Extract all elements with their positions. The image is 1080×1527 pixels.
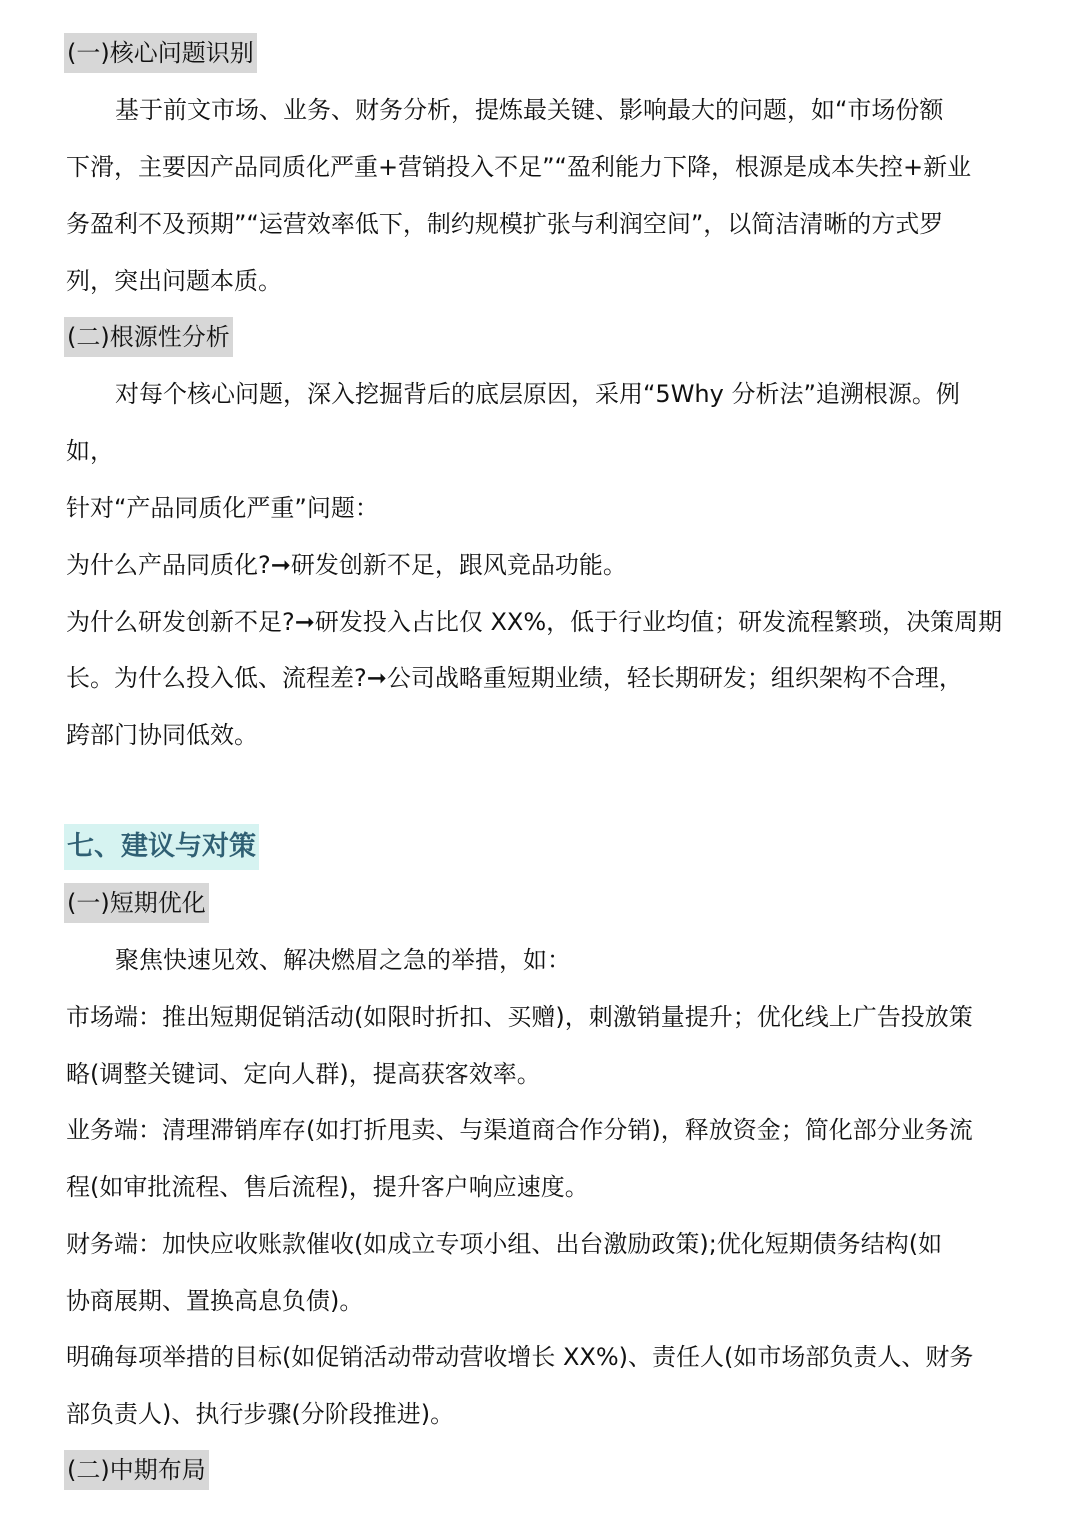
paragraph-line: 聚焦快速见效、解决燃眉之急的举措，如： xyxy=(115,946,571,974)
paragraph-line: 长。为什么投入低、流程差?➞公司战略重短期业绩，轻长期研发；组织架构不合理， xyxy=(66,664,963,692)
paragraph-line: 业务端：清理滞销库存(如打折甩卖、与渠道商合作分销)，释放资金；简化部分业务流 xyxy=(66,1116,973,1144)
subheading-short-term: (一)短期优化 xyxy=(64,883,209,923)
paragraph-line: 明确每项举措的目标(如促销活动带动营收增长 XX%)、责任人(如市场部负责人、财务 xyxy=(66,1343,974,1371)
paragraph-line: 协商展期、置换高息负债)。 xyxy=(66,1287,364,1315)
paragraph-line: 部负责人)、执行步骤(分阶段推进)。 xyxy=(66,1400,455,1428)
paragraph-line: 略(调整关键词、定向人群)，提高获客效率。 xyxy=(66,1060,541,1088)
subheading-core-issues: (一)核心问题识别 xyxy=(64,33,257,73)
paragraph-line: 对每个核心问题，深入挖掘背后的底层原因，采用“5Why 分析法”追溯根源。例 xyxy=(115,380,960,408)
paragraph-line: 市场端：推出短期促销活动(如限时折扣、买赠)，刺激销量提升；优化线上广告投放策 xyxy=(66,1003,973,1031)
paragraph-line: 针对“产品同质化严重”问题： xyxy=(66,494,379,522)
paragraph-line: 财务端：加快应收账款催收(如成立专项小组、出台激励政策);优化短期债务结构(如 xyxy=(66,1230,943,1258)
paragraph-line: 如， xyxy=(66,437,114,465)
section-title-recommendations: 七、建议与对策 xyxy=(64,824,259,870)
paragraph-line: 为什么研发创新不足?➞研发投入占比仅 XX%，低于行业均值；研发流程繁琐，决策周期 xyxy=(66,608,1003,636)
paragraph-line: 跨部门协同低效。 xyxy=(66,721,258,749)
paragraph-line: 程(如审批流程、售后流程)，提升客户响应速度。 xyxy=(66,1173,589,1201)
paragraph-line: 列，突出问题本质。 xyxy=(66,267,282,295)
paragraph-line: 基于前文市场、业务、财务分析，提炼最关键、影响最大的问题，如“市场份额 xyxy=(115,96,944,124)
paragraph-line: 为什么产品同质化?➞研发创新不足，跟风竞品功能。 xyxy=(66,551,627,579)
subheading-mid-term: (二)中期布局 xyxy=(64,1450,209,1490)
subheading-root-cause: (二)根源性分析 xyxy=(64,317,233,357)
paragraph-line: 下滑，主要因产品同质化严重+营销投入不足”“盈利能力下降，根源是成本失控+新业 xyxy=(66,153,972,181)
paragraph-line: 务盈利不及预期”“运营效率低下，制约规模扩张与利润空间”，以简洁清晰的方式罗 xyxy=(66,210,944,238)
